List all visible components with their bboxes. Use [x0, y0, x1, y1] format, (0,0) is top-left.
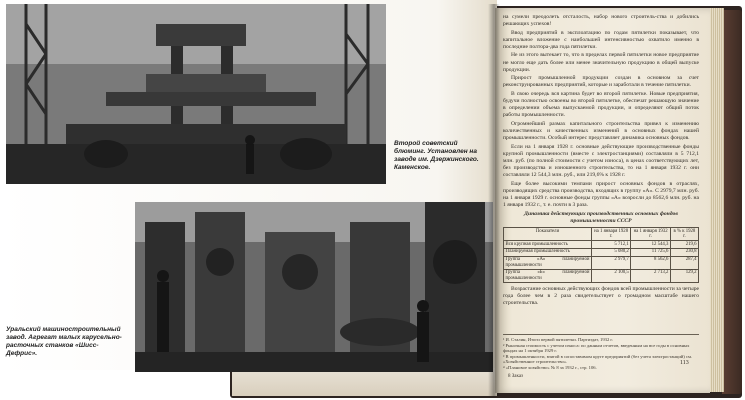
table-cell: 219,6: [670, 241, 698, 249]
page-stack: [708, 8, 724, 392]
table-cell: 11 725,6: [631, 248, 671, 256]
table-cell: 2 713,2: [631, 269, 671, 282]
left-page-lower-edge: [232, 368, 497, 396]
printer-signature: 8 Заказ: [508, 374, 524, 379]
table-cell: 230,8: [670, 248, 698, 256]
table-cell: 2 100,5: [591, 269, 630, 282]
table-header: на 1 января 1932 г.: [631, 228, 671, 241]
table-title: Динамика действующих производственных основных фондов промышленности СССР: [524, 210, 678, 224]
paragraph: Еще более высокими темпами прирост основных фондов в отраслях, производящих средства производства, входящих в группу «А». С 2979,7 млн. руб. на 1 января 1929 г. основные фонды группы «А» возросли до 8562,6 млн. руб. на 1 января 1932 г., т. е. почти в 3 раза.: [503, 180, 699, 209]
table-cell: 8 562,6: [631, 256, 671, 269]
table-cell: 2 979,7: [591, 256, 630, 269]
table-cell: 12 544,3: [631, 241, 671, 249]
paragraph: Если на 1 января 1928 г. основные действующие производственные фонды крупной промышленности (вместе с электростанциями) составляли в 5 712,1 млн. руб. (по полной стоимости с учетом износа), в ценах соответствующих лет, без производства и изношенного строительства, то на 1 января 1932 г. они составляли 12 544,3 млн. руб., или 219,6% к 1928 г.: [503, 143, 699, 179]
book-cover-edge: [722, 10, 742, 394]
bottom-photo-caption: Уральский машиностроительный завод. Агрегат малых карусельно-расточных станков «Шисс-Дефрис».: [6, 326, 122, 357]
blooming-mill-illustration: [6, 4, 386, 184]
table-cell: 5 080,2: [591, 248, 630, 256]
table-cell: Вся крупная промышленность: [504, 241, 592, 249]
table-cell: 287,4: [670, 256, 698, 269]
paragraph: Прирост промышленной продукции создан в основном за счет реконструированных предприятий, которые и заработали в течение пятилетки.: [503, 75, 699, 89]
book-gutter: [488, 4, 500, 396]
table-cell: Группа «Б» планируемой промышленности: [505, 270, 590, 281]
table-header-row: [504, 228, 699, 241]
footnotes: [503, 334, 699, 371]
table-cell: 129,2: [670, 269, 698, 282]
paragraph: Огромнейший размах капитального строительства привел к изменению количественных и качественных изменений в основных фондах нашей промышленности. Особый интерес представляет динамика основных фондов.: [503, 120, 699, 142]
blooming-mill-photo: [6, 4, 386, 184]
boring-machines-illustration: [135, 202, 493, 372]
table-row: [504, 241, 699, 249]
page-number: 113: [680, 360, 689, 366]
table-header: в % к 1928 г.: [670, 228, 698, 241]
table-cell: Группа «А» планируемой промышленности: [505, 257, 590, 268]
table-header: Показатели: [504, 228, 592, 241]
boring-machines-photo: [135, 202, 493, 372]
paragraph: В свою очередь вся картина будет во второй пятилетке. Новые предприятия, будучи полностью освоены во второй пятилетке, обеспечат решающую значение в определении объема выпускаемой продукции, и определяют общий поток работы промышленности.: [503, 90, 699, 119]
table-row: [504, 248, 699, 256]
funds-table: [503, 227, 699, 283]
paragraph: на сумели преодолеть отсталость, набор нового строитель-ства и добились решающих успехов!: [503, 14, 699, 28]
table-header: на 1 января 1928 г.: [591, 228, 630, 241]
footnote: ¹ И. Сталин, Итоги первой пятилетки. Партиздат, 1932 г.: [503, 337, 613, 342]
table-cell: Планируемая промышленность: [504, 248, 592, 256]
paragraph: Ввод предприятий в эксплоатацию по годам пятилетки показывает, что капитальное вложение с наибольшей интенсивностью охватило именно в последние полтора-два года пятилетки.: [503, 29, 699, 50]
paragraph: Не из этого вытекает то, что в пределах первой пятилетки новое предприятие не могло еще дать более или менее значительную продукцию в общей выпуске продукции.: [503, 52, 699, 73]
footnote: ³ В промышленности, взятой в сопоставимом круге предприятий (без учета электростанций) см. «Хозяйственное строительство».: [503, 353, 693, 365]
right-page-text: [503, 14, 699, 309]
table-row: [504, 256, 699, 269]
footnote: ⁴ «Плановое хозяйство» № 8 за 1932 г., стр. 106.: [503, 364, 597, 370]
top-photo-caption: Второй советский блюминг. Установлен на заводе им. Дзержинского. Каменское.: [394, 140, 479, 171]
footnote: ² Рыночная стоимость с учетом износа: по данным отчетов, введенным на все годы в основных фондах на 1 октября 1929 г.: [503, 342, 690, 354]
table-row: [504, 269, 699, 282]
paragraph: Возрастание основных действующих фондов всей промышленности за четыре года более чем в 2 раза свидетельствует о громадном масштабе нашего строительства.: [503, 285, 699, 307]
table-cell: 5 712,1: [591, 241, 630, 249]
